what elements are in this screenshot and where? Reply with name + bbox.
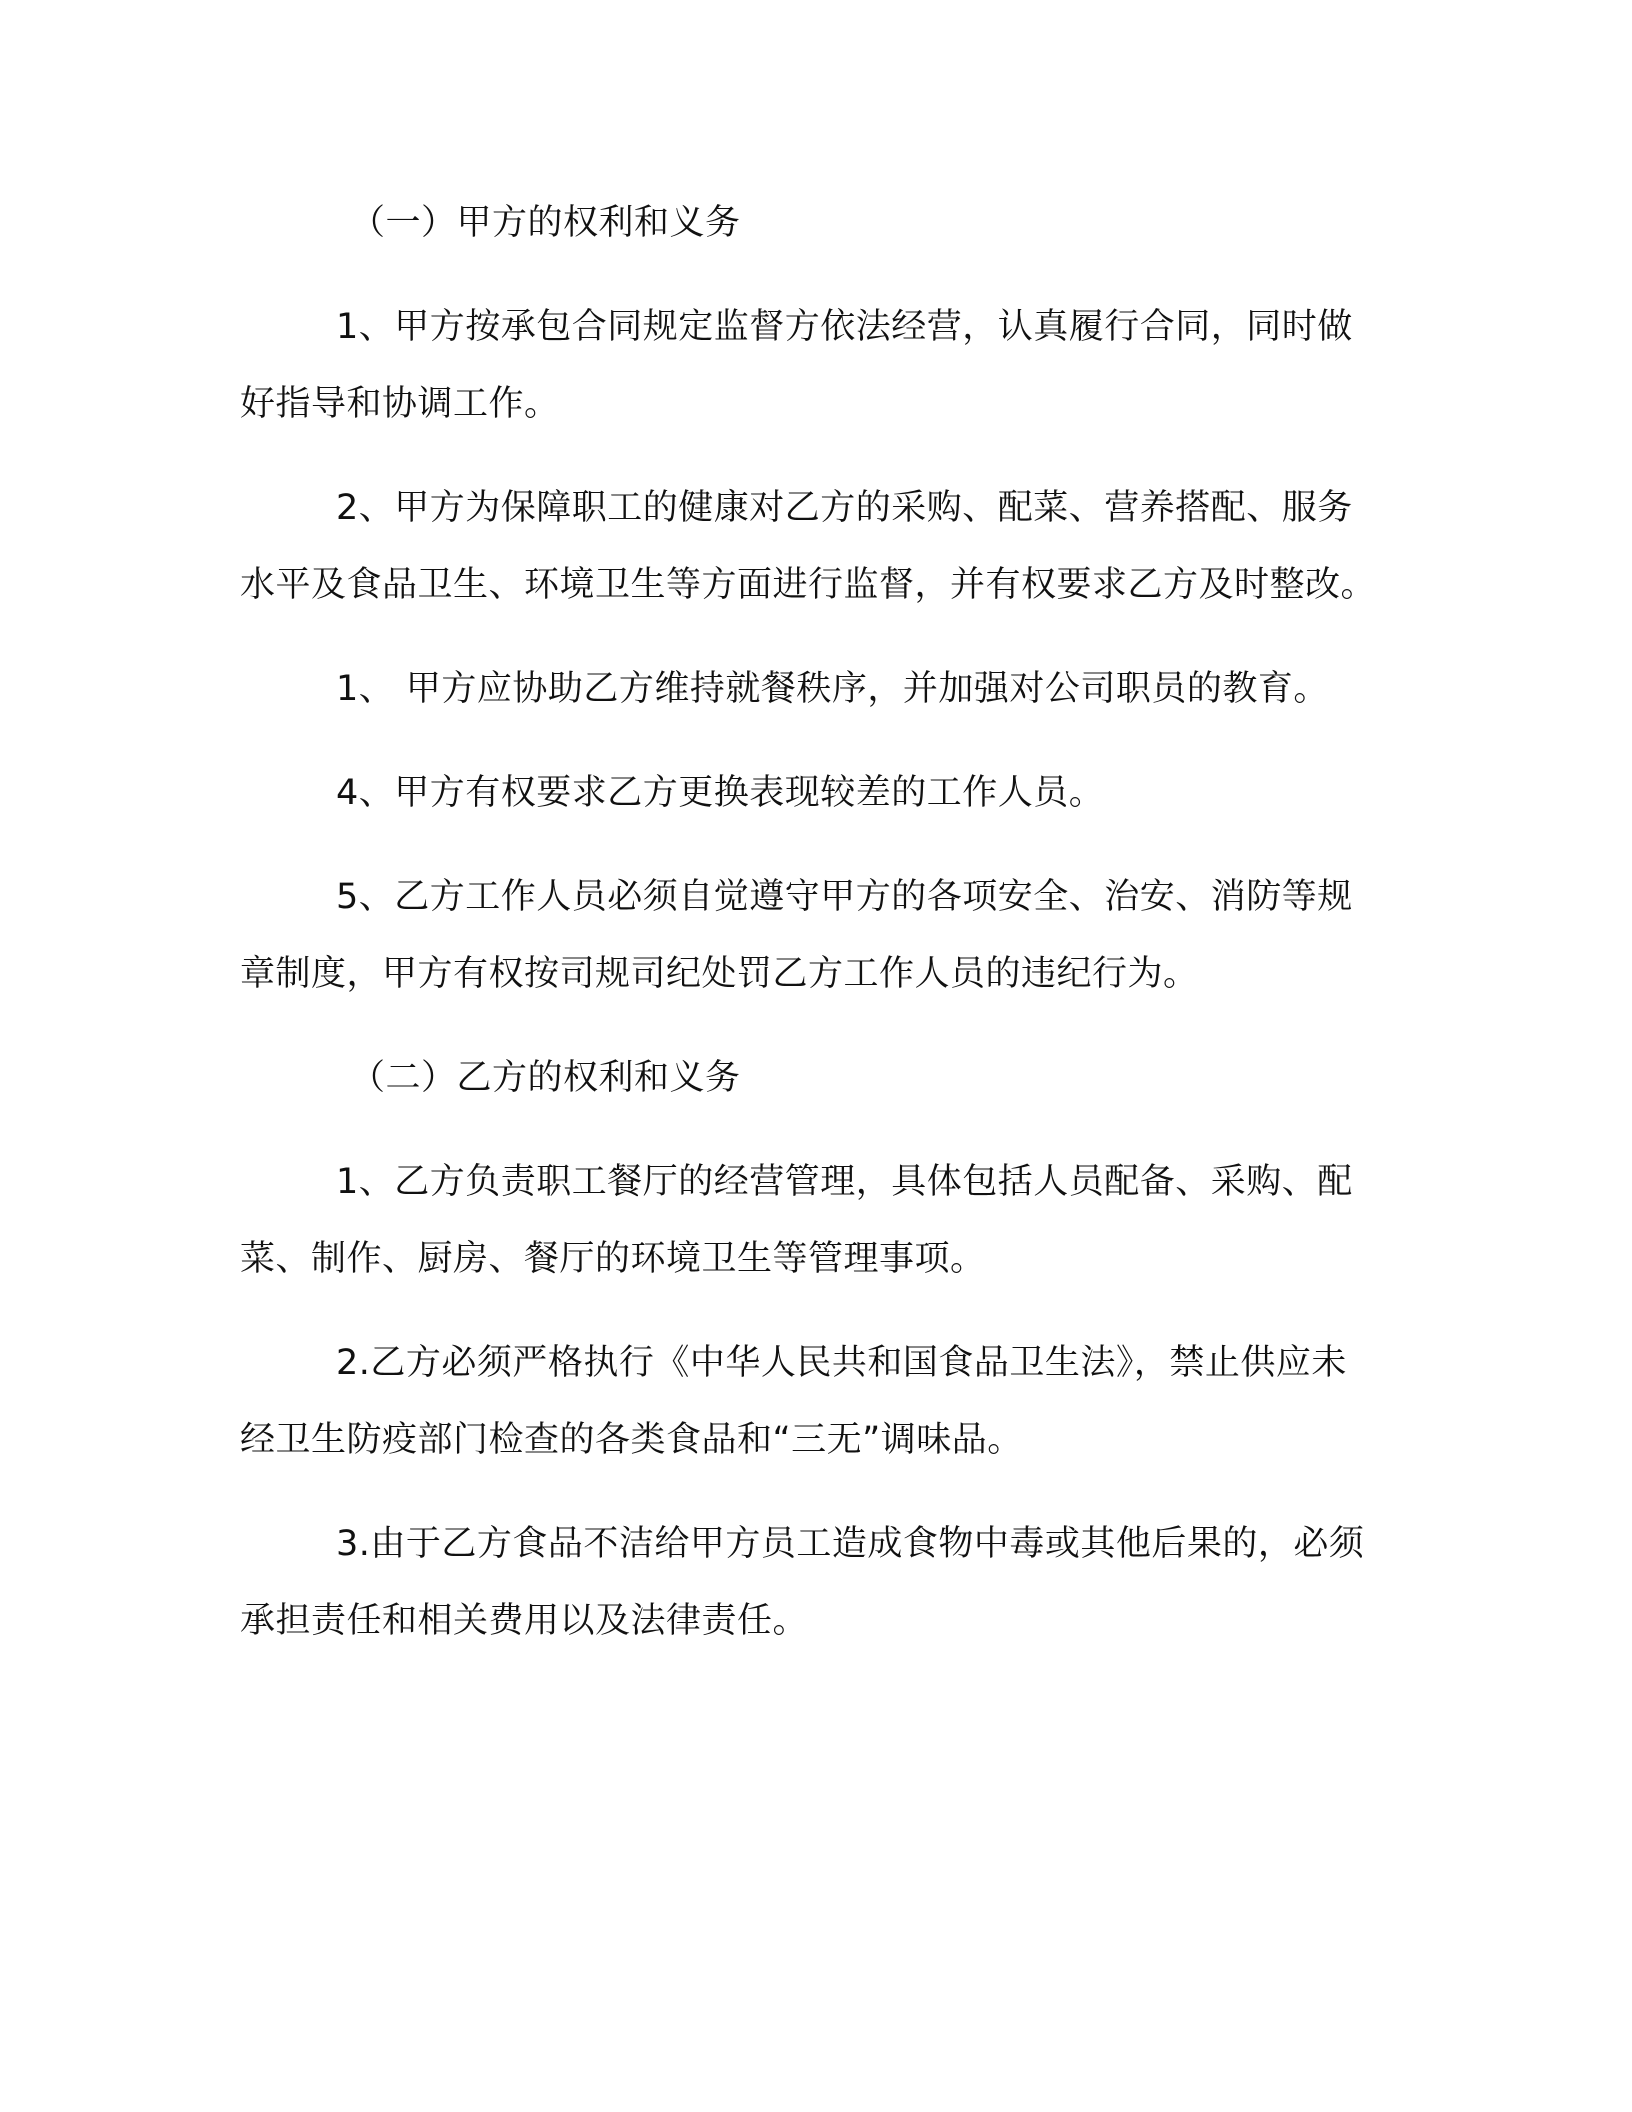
paragraph-a1: 1、甲方按承包合同规定监督方依法经营，认真履行合同，同时做好指导和协调工作。 [240,307,1353,424]
paragraph-a4: 4、甲方有权要求乙方更换表现较差的工作人员。 [336,773,1105,813]
paragraph-b2: 2.乙方必须严格执行《中华人民共和国食品卫生法》，禁止供应未经卫生防疫部门检查的各类食品和“三无”调味品。 [240,1343,1347,1460]
paragraph-b1: 1、乙方负责职工餐厅的经营管理，具体包括人员配备、采购、配菜、制作、厨房、餐厅的环境卫生等管理事项。 [240,1162,1353,1279]
document-body [240,185,1380,1660]
section-heading-party-b: （二）乙方的权利和义务 [350,1058,741,1098]
paragraph-b3: 3.由于乙方食品不洁给甲方员工造成食物中毒或其他后果的，必须承担责任和相关费用以及法律责任。 [240,1524,1365,1641]
paragraph-a2: 2、甲方为保障职工的健康对乙方的采购、配菜、营养搭配、服务水平及食品卫生、环境卫生等方面进行监督，并有权要求乙方及时整改。 [240,488,1377,605]
paragraph-a3: 1、 甲方应协助乙方维持就餐秩序，并加强对公司职员的教育。 [336,669,1329,709]
section-heading-party-a: （一）甲方的权利和义务 [350,203,741,243]
paragraph-a5: 5、乙方工作人员必须自觉遵守甲方的各项安全、治安、消防等规章制度，甲方有权按司规司纪处罚乙方工作人员的违纪行为。 [240,877,1353,994]
